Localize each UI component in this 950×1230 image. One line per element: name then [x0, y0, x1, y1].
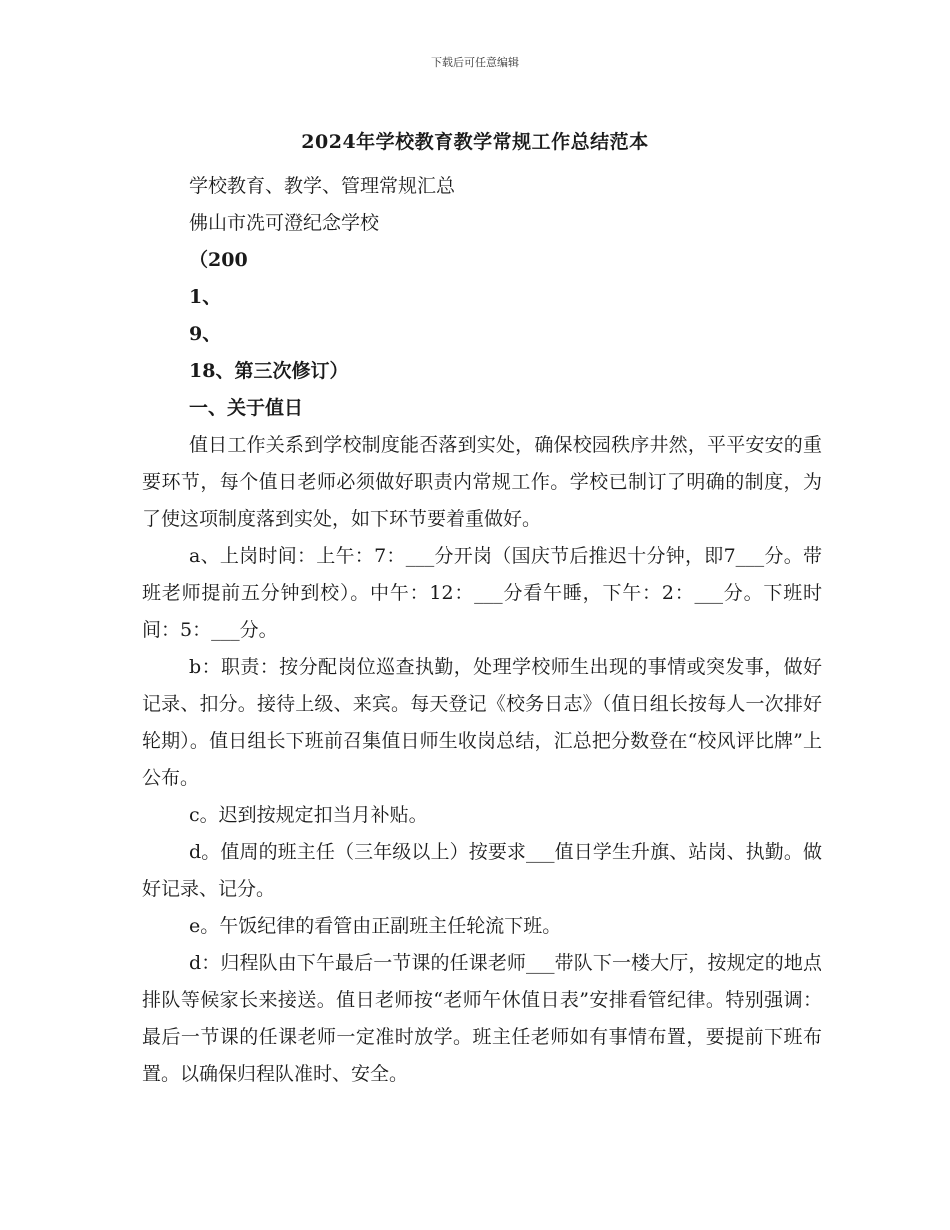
intro-line: 1、	[189, 286, 222, 308]
paragraph: a、上岗时间：上午：7：___分开岗（国庆节后推迟十分钟，即7___分。带班老师提前五分钟到校）。中午：12：___分看午睡，下午：2：___分。下班时间：5：___分。	[142, 545, 822, 641]
page-header-note: 下载后可任意编辑	[431, 56, 519, 69]
document-body	[142, 168, 822, 1093]
section-heading: 一、关于值日	[189, 397, 304, 419]
intro-line: 9、	[189, 323, 222, 345]
document-title: 2024年学校教育教学常规工作总结范本	[301, 131, 649, 153]
paragraph: c。迟到按规定扣当月补贴。	[189, 804, 428, 826]
intro-line: （200	[189, 249, 248, 271]
paragraph: 值日工作关系到学校制度能否落到实处，确保校园秩序井然，平平安安的重要环节，每个值日老师必须做好职责内常规工作。学校已制订了明确的制度，为了使这项制度落到实处，如下环节要着重做好。	[142, 434, 822, 530]
intro-line: 佛山市冼可澄纪念学校	[189, 212, 380, 234]
intro-line: 学校教育、教学、管理常规汇总	[189, 175, 456, 197]
paragraph: d：归程队由下午最后一节课的任课老师___带队下一楼大厅，按规定的地点排队等候家长来接送。值日老师按“老师午休值日表”安排看管纪律。特别强调：最后一节课的任课老师一定准时放学。班主任老师如有事情布置，要提前下班布置。以确保归程队准时、安全。	[142, 952, 822, 1085]
paragraph: e。午饭纪律的看管由正副班主任轮流下班。	[189, 915, 562, 937]
paragraph: d。值周的班主任（三年级以上）按要求___值日学生升旗、站岗、执勤。做好记录、记分。	[142, 841, 822, 900]
intro-line: 18、第三次修订）	[189, 360, 349, 382]
paragraph: b：职责：按分配岗位巡查执勤，处理学校师生出现的事情或突发事，做好记录、扣分。接待上级、来宾。每天登记《校务日志》（值日组长按每人一次排好轮期）。值日组长下班前召集值日师生收岗总结，汇总把分数登在“校风评比牌”上公布。	[142, 656, 822, 789]
